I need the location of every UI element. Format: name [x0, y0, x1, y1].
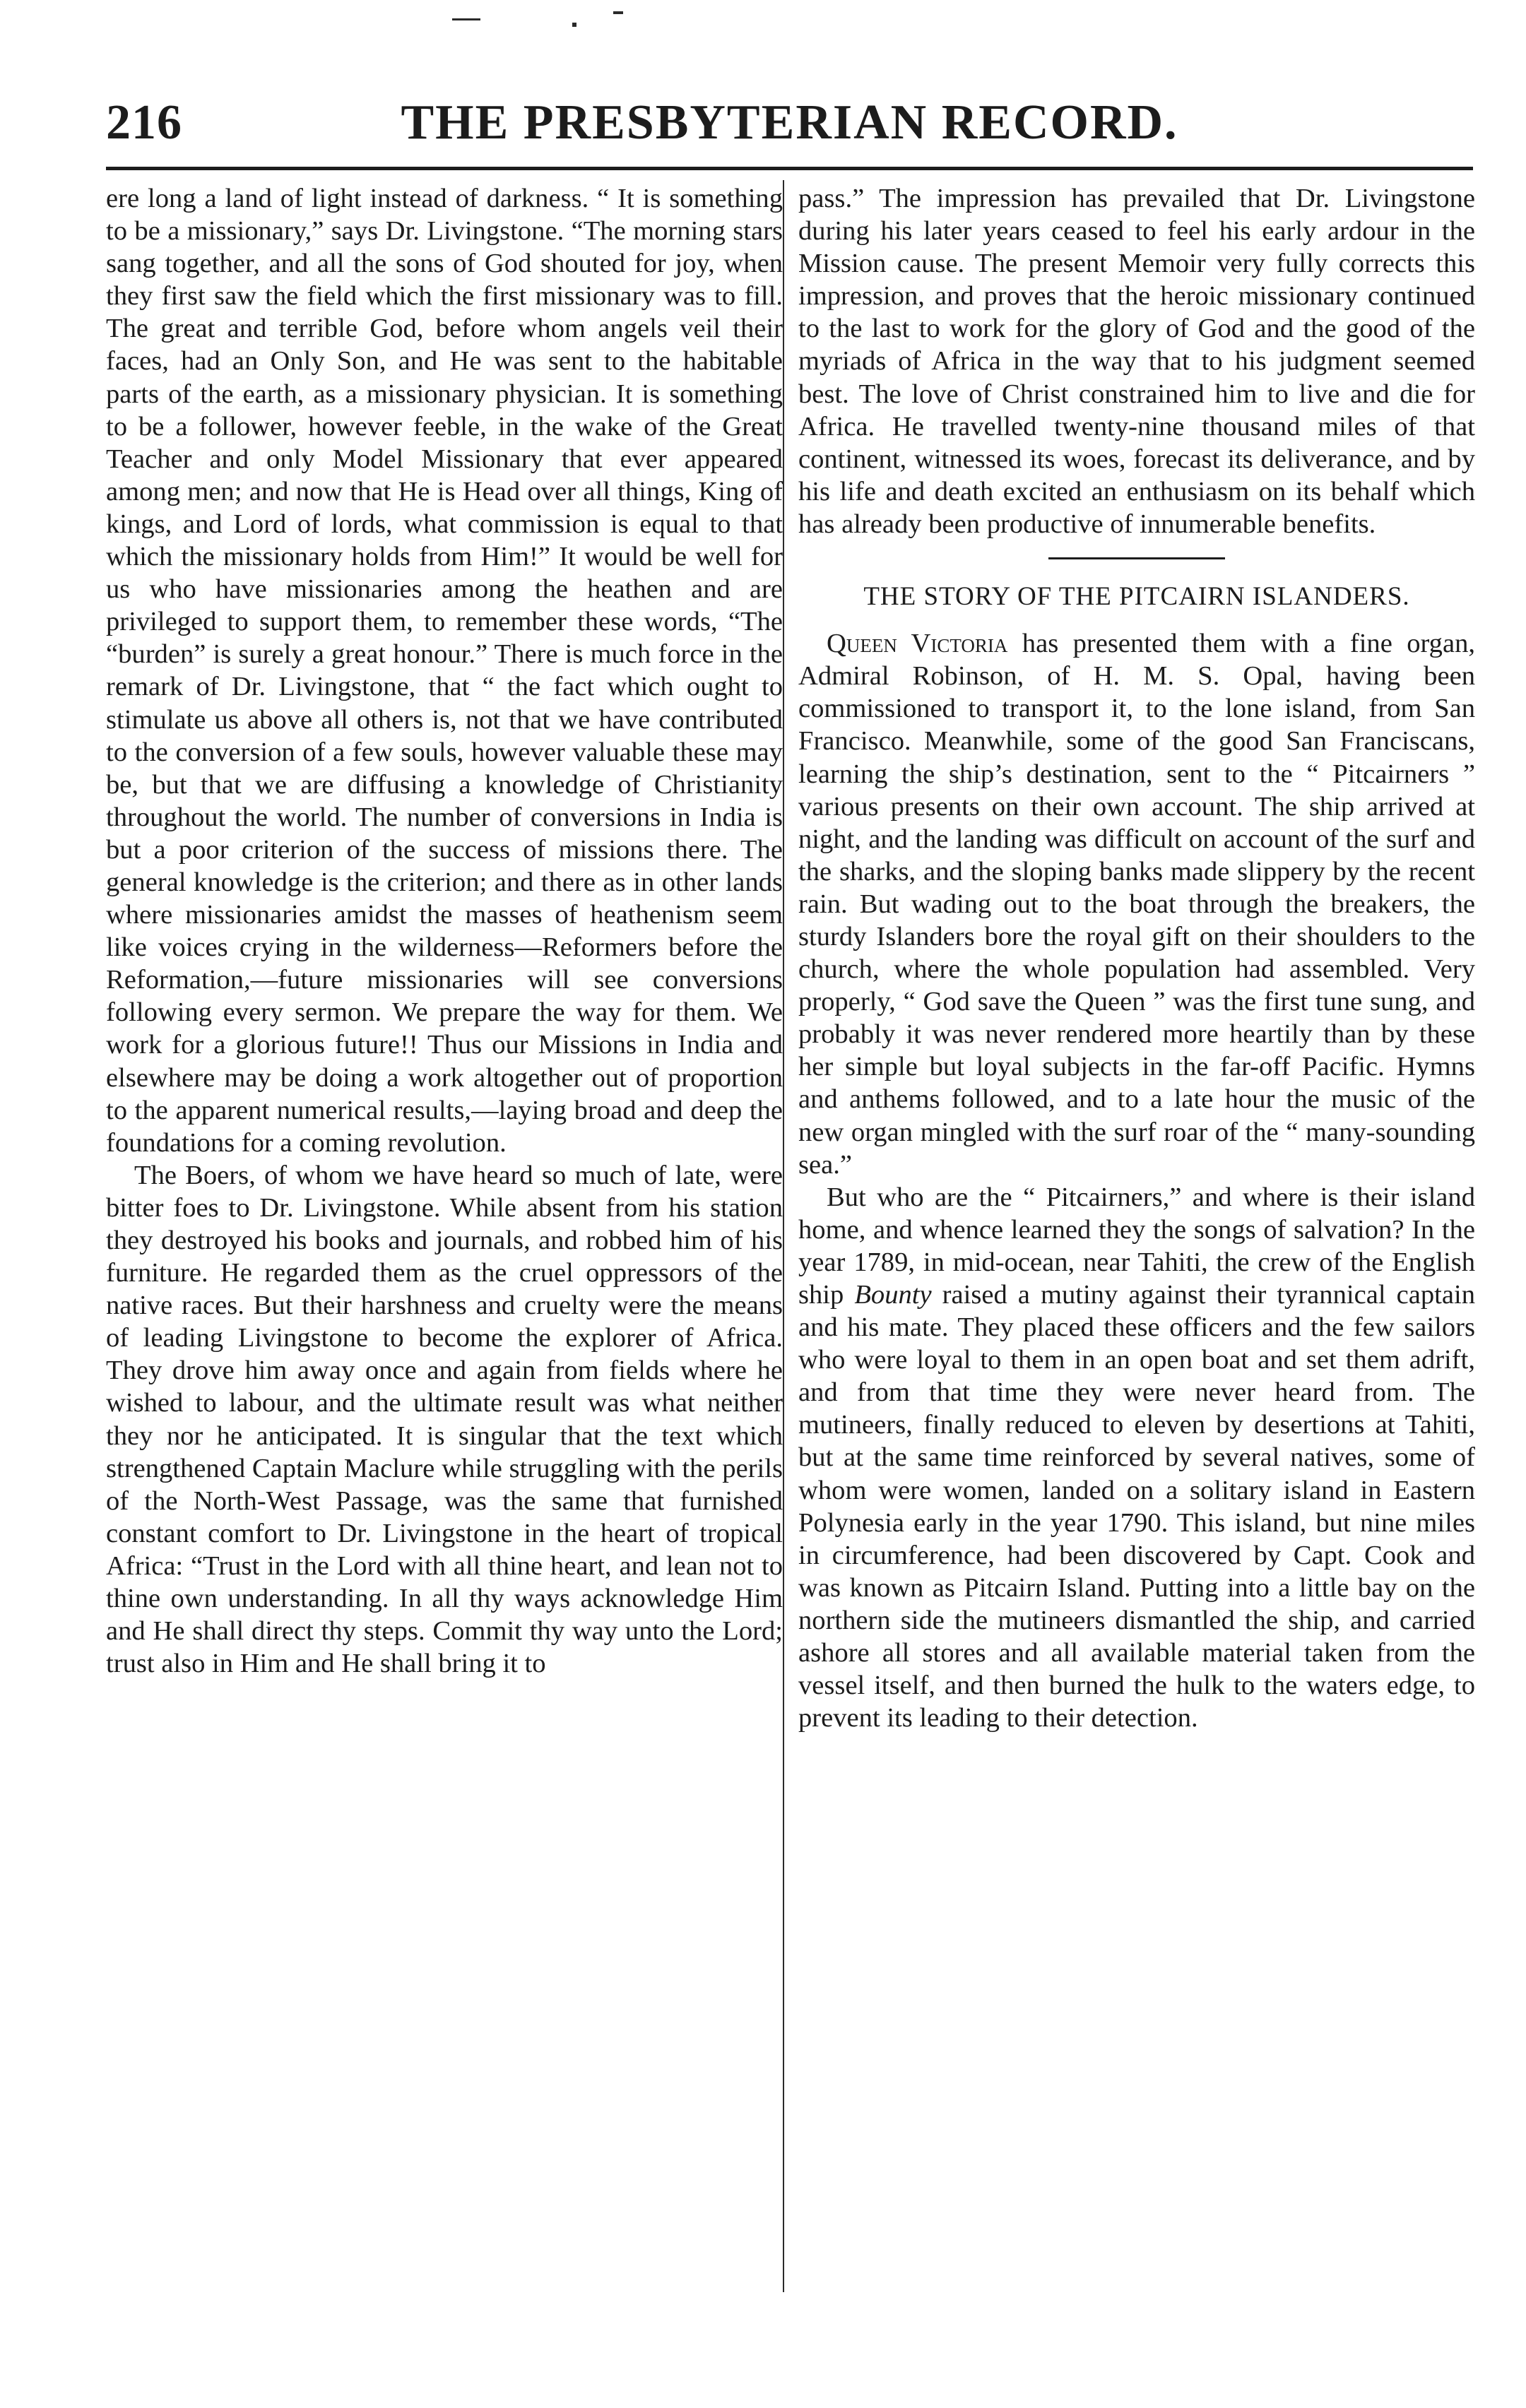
left-paragraph-2: The Boers, of whom we have heard so much of late, were bitter foes to Dr. Livingstone. While absent from his station they destroyed his books and journals, and robbed him of his furniture. He regarded them as the cruel oppressors of the native races. But their harshness and cruelty were the means of leading Livingstone to become the explorer of Africa. They drove him away once and again from fields where he wished to labour, and the ultimate result was what neither they nor he anticipated. It is singular that the text which strengthened Captain Maclure while struggling with the perils of the North-West Passage, was the same that furnished constant comfort to Dr. Livingstone in the heart of tropical Africa: “Trust in the Lord with all thine heart, and lean not to thine own understanding. In all thy ways acknowledge Him and He shall direct thy steps. Commit thy way unto the Lord; trust also in Him and He shall bring it to: [106, 1160, 783, 1679]
left-column: [106, 182, 783, 1680]
right-paragraph-3: [798, 1181, 1475, 1735]
page-number: 216: [106, 95, 182, 150]
print-artifact-marks: [452, 10, 678, 31]
page-header: [106, 90, 1473, 161]
section-rule: [1048, 557, 1225, 559]
column-divider: [783, 180, 784, 2292]
article-title: THE STORY OF THE PITCAIRN ISLANDERS.: [863, 582, 1410, 612]
journal-title: THE PRESBYTERIAN RECORD.: [401, 95, 1178, 150]
right-column: [798, 182, 1475, 1734]
header-rule: [106, 167, 1473, 170]
right-paragraph-2: [798, 627, 1475, 1181]
right-paragraph-3-text-b: raised a mutiny against their tyrannical captain and his mate. They placed these officers and the few sailors who were loyal to them in an open boat and set them adrift, and from that time they were never heard from. The mutineers, finally reduced to eleven by desertions at Tahiti, but at the same time reinforced by several natives, some of whom were women, landed on a solitary island in Eastern Polynesia early in the year 1790. This island, but nine miles in circumference, had been discovered by Capt. Cook and was known as Pitcairn Island. Putting into a little bay on the northern side the mutineers dismantled the ship, and carried ashore all stores and all available material taken from the vessel itself, and then burned the hulk to the waters edge, to prevent its leading to their detection.: [798, 1280, 1475, 1733]
right-paragraph-1: pass.” The impression has prevailed that Dr. Livingstone during his later years ceased to feel his early ardour in the Mission cause. The present Memoir very fully corrects this impression, and proves that the heroic missionary continued to the last to work for the glory of God and the good of the myriads of Africa in the way that to his judgment seemed best. The love of Christ constrained him to live and die for Africa. He travelled twenty-nine thousand miles of that continent, witnessed its woes, forecast its deliverance, and by his life and death excited an enthusiasm on its behalf which has already been productive of innumerable benefits.: [798, 184, 1475, 539]
lead-words: Queen Victoria: [827, 629, 1008, 659]
right-paragraph-3-text-a: But who are the “ Pitcairners,” and where is their island home, and whence learned they the songs of salvation? In the year 1789, in mid-ocean, near Tahiti, the crew of the English ship: [798, 1182, 1475, 1310]
right-paragraph-2-text: has presented them with a fine organ, Admiral Robinson, of H. M. S. Opal, having been commissioned to transport it, to the lone island, from San Francisco. Meanwhile, some of the good San Franciscans, learning the ship’s destination, sent to the “ Pitcairners ” various presents on their own account. The ship arrived at night, and the landing was difficult on account of the surf and the sharks, and the sloping banks made slippery by the recent rain. But wading out to the boat through the breakers, the sturdy Islanders bore the royal gift on their shoulders to the church, where the whole population had assembled. Very properly, “ God save the Queen ” was the first tune sung, and probably it was never rendered more heartily than by these her simple but loyal subjects in the far-off Pacific. Hymns and anthems followed, and to a late hour the music of the new organ mingled with the surf roar of the “ many-sounding sea.”: [798, 629, 1475, 1180]
ship-name: Bounty: [854, 1280, 932, 1310]
left-paragraph-1: ere long a land of light instead of darkness. “ It is something to be a missionary,” says Dr. Livingstone. “The morning stars sang together, and all the sons of God shouted for joy, when they first saw the field which the first missionary was to fill. The great and terrible God, before whom angels veil their faces, had an Only Son, and He was sent to the habitable parts of the earth, as a missionary physician. It is something to be a follower, however feeble, in the wake of the Great Teacher and only Model Missionary that ever appeared among men; and now that He is Head over all things, King of kings, and Lord of lords, what commission is equal to that which the missionary holds from Him!” It would be well for us who have missionaries among the heathen and are privileged to support them, to remember these words, “The “burden” is surely a great honour.” There is much force in the remark of Dr. Livingstone, that “ the fact which ought to stimulate us above all others is, not that we have contributed to the conversion of a few souls, however valuable these may be, but that we are diffusing a knowledge of Christianity throughout the world. The number of conversions in India is but a poor criterion of the success of missions there. The general knowledge is the criterion; and there as in other lands where missionaries amidst the masses of heathenism seem like voices crying in the wilderness—Reformers before the Reformation,—future missionaries will see conversions following every sermon. We prepare the way for them. We work for a glorious future!! Thus our Missions in India and elsewhere may be doing a work altogether out of proportion to the apparent numerical results,—laying broad and deep the foundations for a coming revolution.: [106, 184, 783, 1158]
